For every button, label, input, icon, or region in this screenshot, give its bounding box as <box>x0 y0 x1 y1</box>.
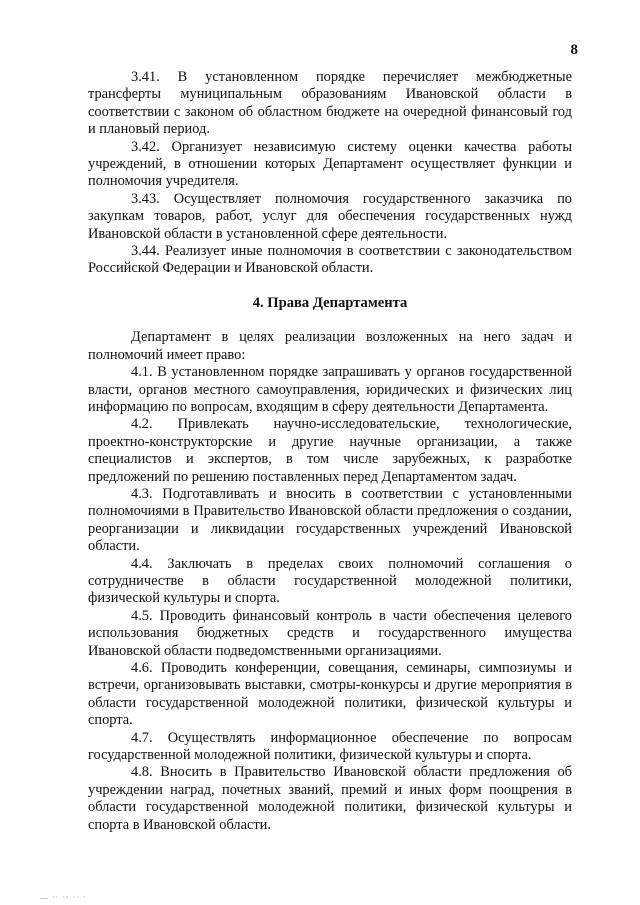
paragraph-4-3: 4.3. Подготавливать и вносить в соответствии с установленными полномочиями в Правительство Ивановской области предложения о создании, реорганизации и ликвидации государственных учреждений Ивановской области. <box>88 485 572 555</box>
paragraph-3-41: 3.41. В установленном порядке перечисляет межбюджетные трансферты муниципальным образованиям Ивановской области в соответствии с законом об областном бюджете на очередной финансовый год и плановый период. <box>88 69 572 138</box>
paragraph-4-6: 4.6. Проводить конференции, совещания, семинары, симпозиумы и встречи, организовывать выставки, смотры-конкурсы и другие мероприятия в области государственной молодежной политики, физической культуры и спорта. <box>88 660 572 729</box>
footer-scan-mark: — ·· ·· ·· · <box>40 893 87 902</box>
paragraph-intro: Департамент в целях реализации возложенных на него задач и полномочий имеет право: <box>88 329 572 363</box>
paragraph-3-42: 3.42. Организует независимую систему оценки качества работы учреждений, в отношении которых Департамент осуществляет функции и полномочия учредителя. <box>88 138 572 190</box>
paragraph-4-8: 4.8. Вносить в Правительство Ивановской области предложения об учреждении наград, почетных званий, премий и иных форм поощрения в области государственной молодежной политики, физической культуры и спорта в Ивановской области. <box>88 764 572 833</box>
paragraph-4-2: 4.2. Привлекать научно-исследовательские, технологические, проектно-конструкторские и другие научные организации, а также специалистов и экспертов, в том числе зарубежных, к разработке предложений по решению поставленных перед Департаментом задач. <box>88 416 572 485</box>
paragraph-4-5: 4.5. Проводить финансовый контроль в части обеспечения целевого использования бюджетных средств и государственного имущества Ивановской области подведомственными организациями. <box>88 607 572 659</box>
section-heading: 4. Права Департамента <box>252 294 408 311</box>
paragraph-4-1: 4.1. В установленном порядке запрашивать у органов государственной власти, органов местного самоуправления, юридических и физических лиц информацию по вопросам, входящим в сферу деятельности Департамента. <box>88 364 572 415</box>
document-body <box>88 69 572 834</box>
paragraph-3-43: 3.43. Осуществляет полномочия государственного заказчика по закупкам товаров, работ, услуг для обеспечения государственных нужд Ивановской области в установленной сфере деятельности. <box>88 190 572 242</box>
paragraph-3-44: 3.44. Реализует иные полномочия в соответствии с законодательством Российской Федерации и Ивановской области. <box>88 243 572 277</box>
paragraph-4-4: 4.4. Заключать в пределах своих полномочий соглашения о сотрудничестве в области государственной молодежной политики, физической культуры и спорта. <box>88 555 572 607</box>
page-number: 8 <box>570 42 578 58</box>
paragraph-4-7: 4.7. Осуществлять информационное обеспечение по вопросам государственной молодежной политики, физической культуры и спорта. <box>88 729 572 764</box>
